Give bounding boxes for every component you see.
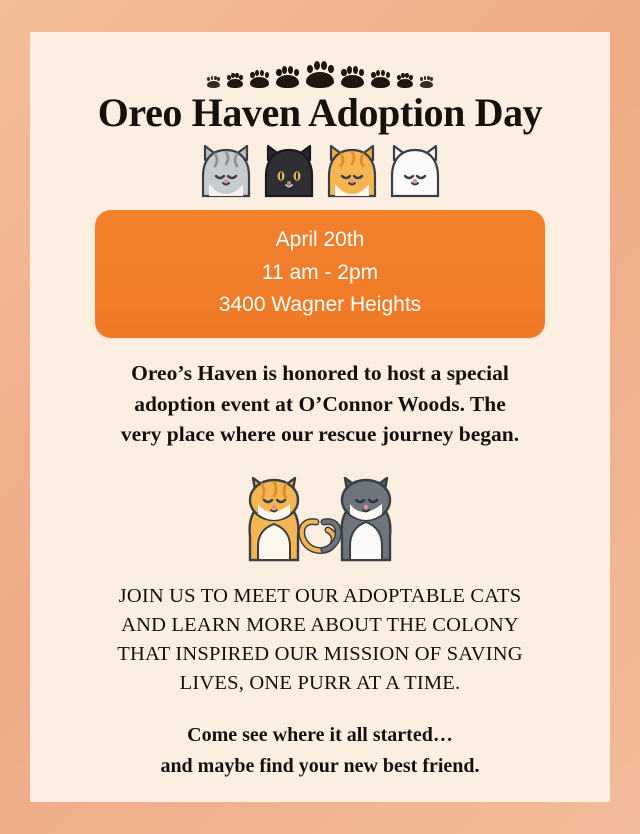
paw-print-icon bbox=[371, 69, 390, 88]
paw-print-icon bbox=[276, 65, 299, 88]
poster-body bbox=[30, 32, 610, 802]
caps-line: JOIN US TO MEET OUR ADOPTABLE CATS bbox=[118, 584, 522, 607]
paw-print-row bbox=[207, 60, 433, 88]
event-address: 3400 Wagner Heights bbox=[218, 293, 422, 317]
call-to-action-paragraph bbox=[117, 582, 522, 698]
event-details-banner bbox=[95, 210, 545, 338]
four-kittens-peeking-icon bbox=[195, 140, 446, 204]
event-date: April 20th bbox=[275, 228, 365, 252]
caps-line: AND LEARN MORE ABOUT THE COLONY bbox=[121, 613, 519, 636]
closing-line: Come see where it all started… bbox=[187, 724, 453, 746]
paw-print-icon bbox=[207, 75, 220, 88]
intro-line: adoption event at O’Connor Woods. The bbox=[134, 391, 506, 416]
paw-print-icon bbox=[397, 72, 413, 88]
caps-line: LIVES, ONE PURR AT A TIME. bbox=[179, 671, 461, 694]
caps-line: THAT INSPIRED OUR MISSION OF SAVING bbox=[117, 642, 523, 665]
paw-print-icon bbox=[341, 65, 364, 88]
paw-print-icon bbox=[306, 60, 334, 88]
closing-line: and maybe find your new best friend. bbox=[160, 755, 480, 777]
two-cats-tails-heart-icon bbox=[220, 462, 420, 572]
intro-line: very place where our rescue journey began. bbox=[120, 422, 520, 447]
closing-paragraph bbox=[160, 720, 479, 782]
paw-print-icon bbox=[420, 75, 433, 88]
intro-line: Oreo’s Haven is honored to host a special bbox=[131, 361, 509, 386]
paw-print-icon bbox=[250, 69, 269, 88]
intro-paragraph bbox=[121, 358, 519, 450]
poster-title: Oreo Haven Adoption Day bbox=[97, 90, 543, 136]
event-time: 11 am - 2pm bbox=[261, 260, 379, 284]
paw-print-icon bbox=[227, 72, 243, 88]
